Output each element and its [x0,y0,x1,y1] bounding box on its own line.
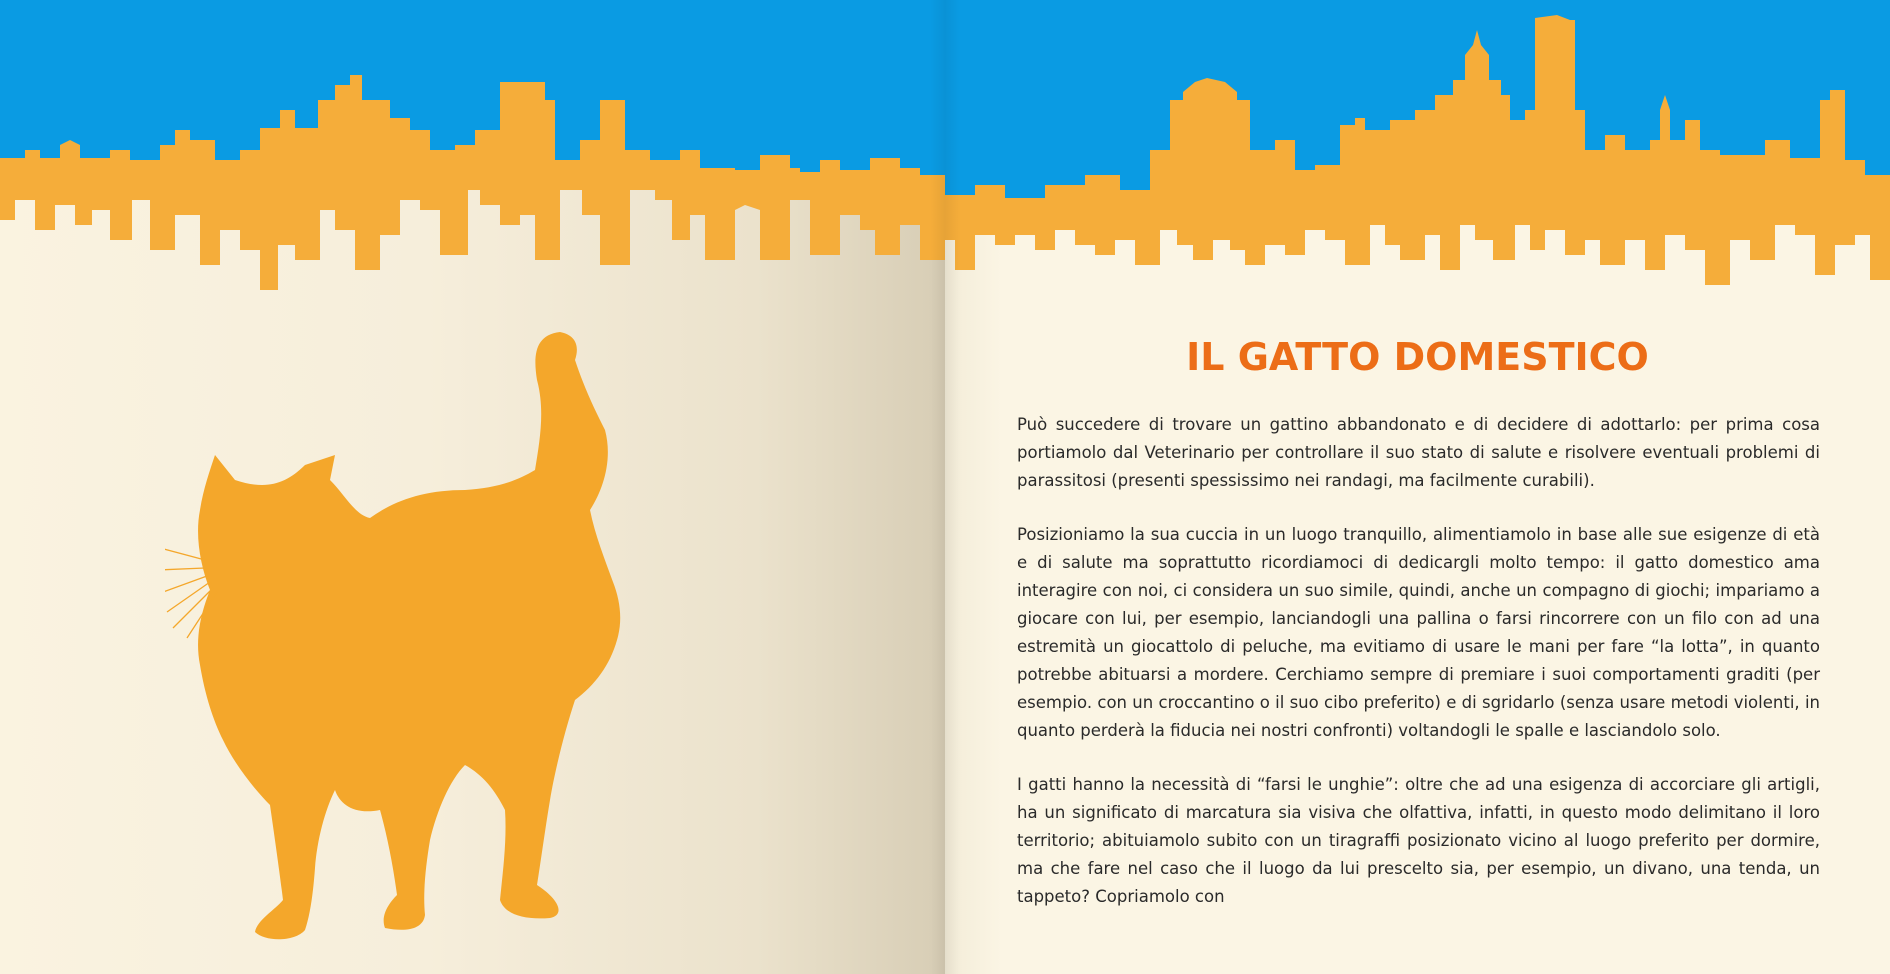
page-title: IL GATTO DOMESTICO [1186,335,1649,379]
right-page [945,0,1890,974]
skyline-front-right [945,205,1890,285]
cat-silhouette-illustration [165,320,765,950]
skyline-front-left [0,175,945,290]
body-text [1017,411,1820,911]
paragraph-adoption: Può succedere di trovare un gattino abbandonato e di decidere di adottarlo: per prima cosa portiamolo dal Veterinario per controllare il suo stato di salute e risolvere eventuali problemi di parassitosi (presenti spessissimo nei randagi, ma facilmente curabili). [1017,415,1820,490]
cat-body [198,332,620,939]
skyline-banner-right [945,0,1890,300]
paragraph-scratching: I gatti hanno la necessità di “farsi le unghie”: oltre che ad una esigenza di accorciare gli artigli, ha un significato di marcatura sia visiva che olfattiva, infatti, in questo modo delimitano il loro territorio; abituiamolo subito con un tiragraffi posizionato vicino al luogo preferito per dormire, ma che fare nel caso che il luogo da lui prescelto sia, per esempio, un divano, una tenda, un tappeto? Copriamolo con [1017,775,1820,906]
paragraph-care: Posizioniamo la sua cuccia in un luogo tranquillo, alimentiamolo in base alle sue esigenze di età e di salute ma soprattutto ricordiamoci di dedicargli molto tempo: il gatto domestico ama interagire con noi, ci considera un suo simile, quindi, anche un compagno di giochi; impariamo a giocare con lui, per esempio, lanciandogli una pallina o farsi rincorrere con un filo con ad una estremità un giocattolo di peluche, ma evitiamo di usare le mani per fare “la lotta”, in quanto potrebbe abituarsi a mordere. Cerchiamo sempre di premiare i suoi comportamenti graditi (per esempio. con un croccantino o il suo cibo preferito) e di sgridarlo (senza usare metodi violenti, in quanto perderà la fiducia nei nostri confronti) voltandogli le spalle e lasciandolo solo. [1017,525,1820,740]
skyline-banner-left [0,0,945,300]
